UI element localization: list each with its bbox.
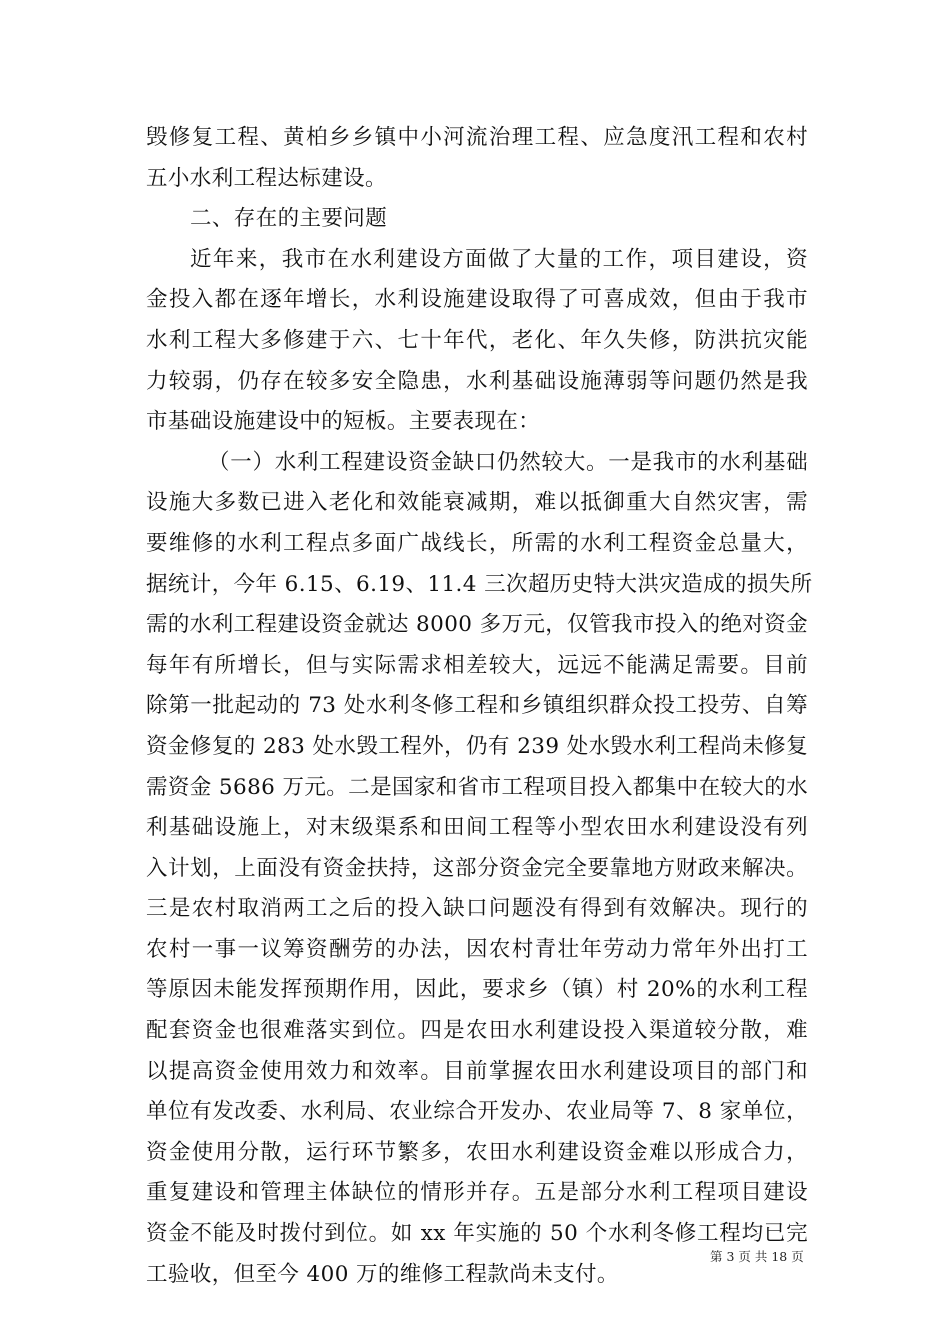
text-line: 三是农村取消两工之后的投入缺口问题没有得到有效解决。现行的 xyxy=(146,896,808,922)
section-heading: 二、存在的主要问题 xyxy=(190,206,388,232)
text-line: 资金使用分散，运行环节繁多，农田水利建设资金难以形成合力， xyxy=(146,1139,808,1165)
text-line: 配套资金也很难落实到位。四是农田水利建设投入渠道较分散，难 xyxy=(146,1018,808,1044)
page-number: 第 3 页 共 18 页 xyxy=(710,1249,804,1264)
text-line: 要维修的水利工程点多面广战线长，所需的水利工程资金总量大， xyxy=(146,530,808,556)
text-line: 设施大多数已进入老化和效能衰减期，难以抵御重大自然灾害，需 xyxy=(146,490,808,516)
text-line: 资金不能及时拨付到位。如 xx 年实施的 50 个水利冬修工程均已完 xyxy=(146,1221,808,1247)
page-footer xyxy=(0,1245,950,1269)
text-line: 毁修复工程、黄柏乡乡镇中小河流治理工程、应急度汛工程和农村 xyxy=(146,125,808,150)
text-line: 水利工程大多修建于六、七十年代，老化、年久失修，防洪抗灾能 xyxy=(146,327,808,353)
text-line: 农村一事一议筹资酬劳的办法，因农村青壮年劳动力常年外出打工 xyxy=(146,936,808,962)
body-text xyxy=(146,118,813,1295)
subsection-line: （一）水利工程建设资金缺口仍然较大。一是我市的水利基础 xyxy=(208,449,808,475)
text-line: 近年来，我市在水利建设方面做了大量的工作，项目建设，资 xyxy=(190,246,808,272)
text-line: 入计划，上面没有资金扶持，这部分资金完全要靠地方财政来解决。 xyxy=(146,855,808,881)
text-line: 资金修复的 283 处水毁工程外，仍有 239 处水毁水利工程尚未修复 xyxy=(146,733,808,759)
text-line: 五小水利工程达标建设。 xyxy=(146,165,387,191)
text-line: 利基础设施上，对末级渠系和田间工程等小型农田水利建设没有列 xyxy=(146,815,808,841)
text-line: 每年有所增长，但与实际需求相差较大，远远不能满足需要。目前 xyxy=(146,652,808,678)
text-line: 需的水利工程建设资金就达 8000 多万元，仅管我市投入的绝对资金 xyxy=(146,612,809,638)
text-line: 除第一批起动的 73 处水利冬修工程和乡镇组织群众投工投劳、自筹 xyxy=(146,693,808,719)
text-line: 需资金 5686 万元。二是国家和省市工程项目投入都集中在较大的水 xyxy=(146,774,809,800)
text-line: 以提高资金使用效力和效率。目前掌握农田水利建设项目的部门和 xyxy=(146,1058,808,1084)
text-line: 单位有发改委、水利局、农业综合开发办、农业局等 7、8 家单位， xyxy=(146,1099,808,1125)
text-line: 市基础设施建设中的短板。主要表现在： xyxy=(146,409,541,435)
text-line: 据统计，今年 6.15、6.19、11.4 三次超历史特大洪灾造成的损失所 xyxy=(146,571,813,597)
text-line: 重复建设和管理主体缺位的情形并存。五是部分水利工程项目建设 xyxy=(146,1180,808,1206)
text-line: 金投入都在逐年增长，水利设施建设取得了可喜成效，但由于我市 xyxy=(146,287,808,313)
text-line: 力较弱，仍存在较多安全隐患，水利基础设施薄弱等问题仍然是我 xyxy=(146,368,808,394)
text-line: 工验收，但至今 400 万的维修工程款尚未支付。 xyxy=(146,1261,619,1287)
text-line: 等原因未能发挥预期作用，因此，要求乡（镇）村 20%的水利工程 xyxy=(146,977,808,1003)
